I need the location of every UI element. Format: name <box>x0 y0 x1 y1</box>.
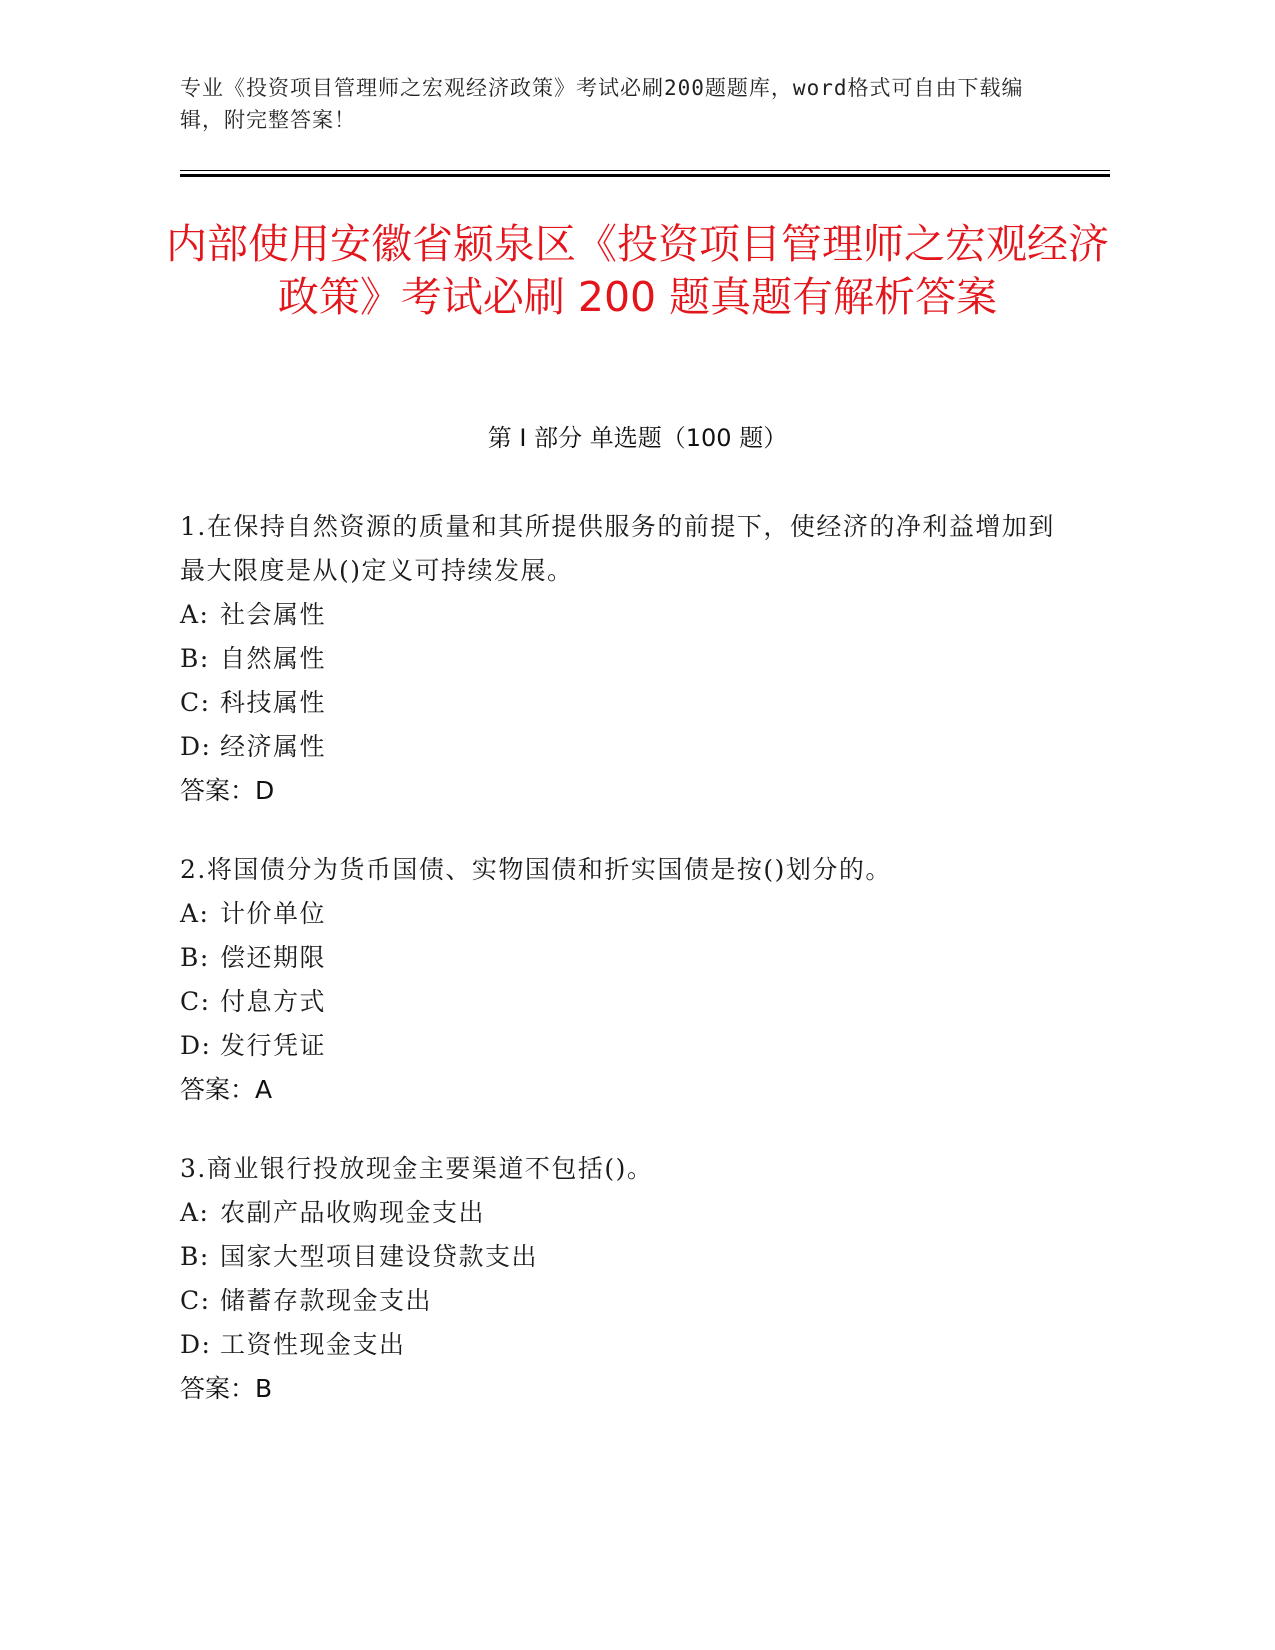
option-text: 储蓄存款现金支出 <box>220 1286 433 1315</box>
option-letter: C: <box>180 1286 211 1315</box>
question-stem: 1.在保持自然资源的质量和其所提供服务的前提下，使经济的净利益增加到最大限度是从()定义可持续发展。 <box>180 512 1055 585</box>
option-letter: C: <box>180 688 211 717</box>
document-title: 内部使用安徽省颍泉区《投资项目管理师之宏观经济政策》考试必刷 200 题真题有解析答案 <box>166 220 1109 321</box>
option-d <box>180 725 1060 769</box>
option-c <box>180 681 1060 725</box>
option-text: 发行凭证 <box>220 1031 327 1060</box>
option-b <box>180 936 1060 980</box>
option-c <box>180 980 1060 1024</box>
option-text: 工资性现金支出 <box>220 1330 406 1359</box>
question-list <box>180 505 1060 1446</box>
header-divider-thin <box>180 170 1110 171</box>
option-a <box>180 593 1060 637</box>
question-1 <box>180 505 1060 813</box>
option-a <box>180 1191 1060 1235</box>
option-letter: A: <box>180 899 210 928</box>
option-b <box>180 1235 1060 1279</box>
option-a <box>180 892 1060 936</box>
option-letter: A: <box>180 600 210 629</box>
option-letter: D: <box>180 732 212 761</box>
option-b <box>180 637 1060 681</box>
option-text: 社会属性 <box>220 600 327 629</box>
option-text: 农副产品收购现金支出 <box>220 1198 486 1227</box>
option-text: 自然属性 <box>220 644 327 673</box>
header-note: 专业《投资项目管理师之宏观经济政策》考试必刷200题题库，word格式可自由下载编辑，附完整答案！ <box>180 76 1024 132</box>
question-3 <box>180 1147 1060 1411</box>
option-letter: B: <box>180 1242 210 1271</box>
option-text: 计价单位 <box>220 899 327 928</box>
option-letter: C: <box>180 987 211 1016</box>
option-text: 偿还期限 <box>220 943 327 972</box>
header-divider-thick <box>180 174 1110 177</box>
option-letter: B: <box>180 644 210 673</box>
answer-line: 答案：D <box>180 776 275 805</box>
option-letter: B: <box>180 943 210 972</box>
option-letter: A: <box>180 1198 210 1227</box>
option-letter: D: <box>180 1330 212 1359</box>
option-text: 国家大型项目建设贷款支出 <box>220 1242 539 1271</box>
option-text: 付息方式 <box>220 987 327 1016</box>
question-stem: 3.商业银行投放现金主要渠道不包括()。 <box>180 1154 654 1183</box>
question-2 <box>180 848 1060 1112</box>
option-text: 科技属性 <box>220 688 327 717</box>
option-c <box>180 1279 1060 1323</box>
option-d <box>180 1024 1060 1068</box>
option-letter: D: <box>180 1031 212 1060</box>
answer-line: 答案：A <box>180 1075 273 1104</box>
question-stem: 2.将国债分为货币国债、实物国债和折实国债是按()划分的。 <box>180 855 892 884</box>
option-d <box>180 1323 1060 1367</box>
section-heading: 第 I 部分 单选题（100 题） <box>487 424 788 452</box>
answer-line: 答案：B <box>180 1374 273 1403</box>
option-text: 经济属性 <box>220 732 327 761</box>
